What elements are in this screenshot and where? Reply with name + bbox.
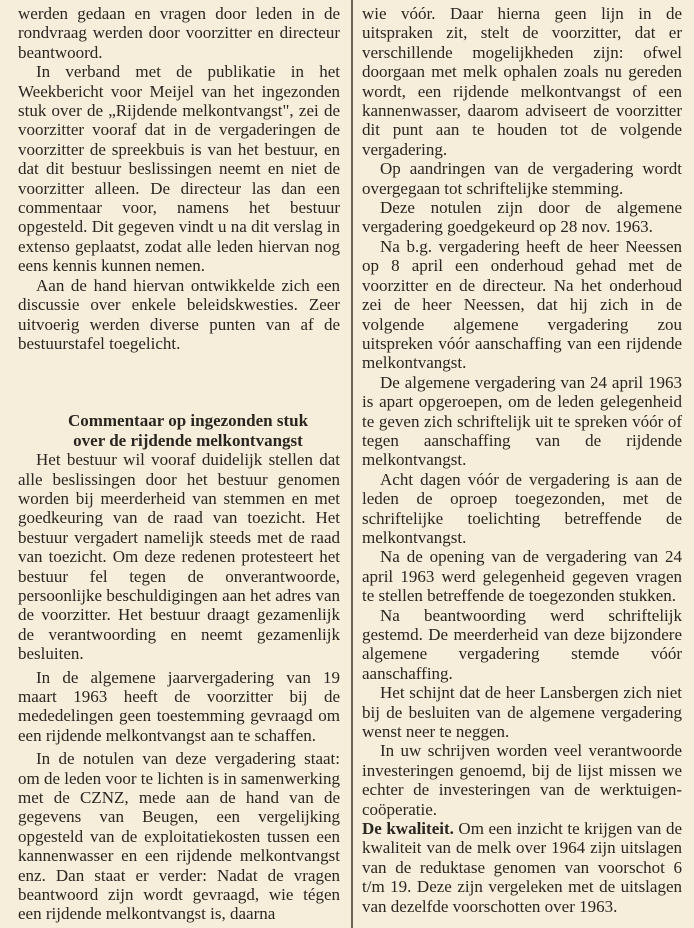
paragraph: In uw schrijven worden veel verantwoorde investeringen genoemd, bij de lijst missen we echter de investeringen van de werktuigen-coöperatie. <box>362 741 682 819</box>
paragraph: werden gedaan en vragen door leden in de rondvraag werden door voorzitter en directeur beantwoord. <box>18 4 340 62</box>
spacer <box>18 353 340 411</box>
paragraph: In verband met de publikatie in het Weekbericht voor Meijel van het ingezonden stuk over de „Rijdende melkontvangst", zei de voorzitter vooraf dat in de vergaderingen de voorzitter de spreekbuis is van het bestuur, en dat dit bestuur beslissingen neemt en niet de voorzitter alleen. De directeur las dan een commentaar voor, namens het bestuur opgesteld. Dit gegeven vindt u na dit verslag in extenso geplaatst, zodat alle leden hiervan nog eens kennis kunnen nemen. <box>18 62 340 276</box>
left-column <box>18 4 340 924</box>
paragraph: Deze notulen zijn door de algemene vergadering goedgekeurd op 28 nov. 1963. <box>362 198 682 237</box>
paragraph-lead: De kwaliteit. <box>362 819 454 839</box>
paragraph: De algemene vergadering van 24 april 1963 is apart opgeroepen, om de leden gelegenheid te geven zich schriftelijk uit te spreken vóór of tegen aanschaffing van de rijdende melkontvangst. <box>362 372 682 470</box>
paragraph: In de algemene jaarvergadering van 19 maart 1963 heeft de voorzitter bij de mededelingen geen toestemming gevraagd om een rijdende melkontvangst aan te schaffen. <box>18 667 340 745</box>
paragraph: Na beantwoording werd schriftelijk gestemd. De meerderheid van deze bijzondere algemene vergadering stemde vóór aanschaffing. <box>362 605 682 683</box>
paragraph: Na b.g. vergadering heeft de heer Neessen op 8 april een onderhoud gehad met de voorzitter en de directeur. Na het onderhoud zei de heer Neessen, dat hij zich in de volgende algemene vergadering zou uitspreken vóór aanschaffing van een rijdende melkontvangst. <box>362 236 682 373</box>
column-divider <box>351 0 353 928</box>
right-column <box>362 4 682 916</box>
paragraph: In de notulen van deze vergadering staat: om de leden voor te lichten is in samenwerking met de CZNZ, mede aan de hand van de gegevens van Beugen, een vergelijking opgesteld van de exploitatiekosten tussen een kannenwasser en een rijdende melkontvangst enz. Dan staat er verder: Nadat de vragen beantwoord zijn wordt gevraagd, wie tégen een rijdende melkontvangst is, daarna <box>18 749 340 924</box>
paragraph: Het schijnt dat de heer Lansbergen zich niet bij de besluiten van de algemene vergadering wenst neer te neggen. <box>362 683 682 742</box>
paragraph: Aan de hand hiervan ontwikkelde zich een discussie over enkele beleidskwesties. Zeer uitvoerig werden diverse punten van af de bestuurstafel toegelicht. <box>18 275 340 353</box>
article-heading-line-2: over de rijdende melkontvangst <box>73 430 303 450</box>
paragraph: wie vóór. Daar hierna geen lijn in de uitspraken zit, stelt de voorzitter, dat er verschillende mogelijkheden zijn: ofwel doorgaan met melk ophalen zoals nu gereden wordt, een rijdende melkontvangst of een kannenwasser, daarom adviseert de voorzitter dit punt aan te houden tot de volgende vergadering. <box>362 4 682 159</box>
paragraph: Na de opening van de vergadering van 24 april 1963 werd gelegenheid gegeven vragen te stellen betreffende de toegezonden stukken. <box>362 547 682 606</box>
paragraph: Het bestuur wil vooraf duidelijk stellen dat alle beslissingen door het bestuur genomen worden bij meerderheid van stemmen en met goedkeuring van de raad van toezicht. Het bestuur vergadert namelijk steeds met de raad van toezicht. Om deze redenen protesteert het bestuur fel tegen de onverantwoorde, persoonlijke beschuldigingen aan het adres van de voorzitter. Het bestuur draagt gezamenlijk de verantwoording en neemt gezamenlijk besluiten. <box>18 450 340 664</box>
paragraph: Acht dagen vóór de vergadering is aan de leden de oproep toegezonden, met de schriftelijke toelichting betreffende de melkontvangst. <box>362 469 682 547</box>
paragraph: Op aandringen van de vergadering wordt overgegaan tot schriftelijke stemming. <box>362 159 682 198</box>
paragraph-text: Om een inzicht te krijgen van de kwaliteit van de melk over 1964 zijn uitslagen van de reduktase genomen van voorschot 6 t/m 19. Deze zijn vergeleken met de uitslagen van dezelfde voorschotten over 1963. <box>362 819 682 916</box>
paragraph-quality <box>362 819 682 916</box>
article-heading-line-1: Commentaar op ingezonden stuk <box>67 411 309 431</box>
